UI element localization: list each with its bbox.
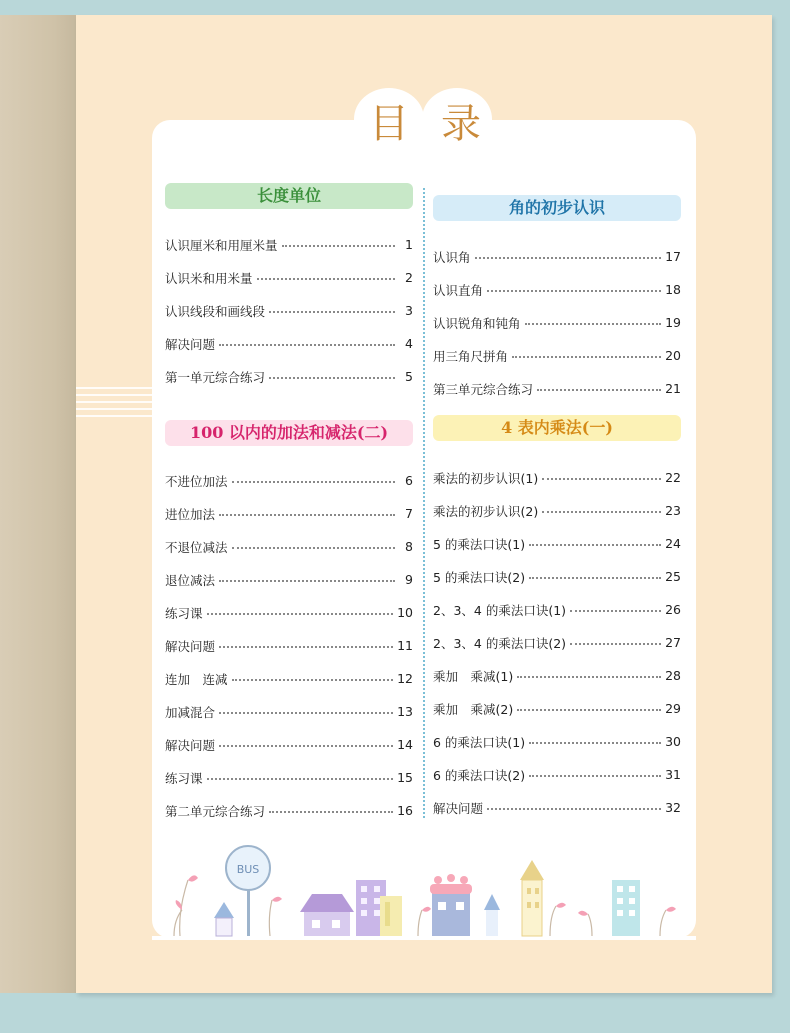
- toc-leader-dots: [232, 546, 395, 549]
- house-icon: [214, 902, 234, 936]
- toc-entry-label: 第三单元综合练习: [433, 381, 534, 397]
- toc-entry-page: 24: [665, 536, 681, 551]
- toc-leader-dots: [529, 576, 661, 579]
- toc-leader-dots: [219, 513, 395, 516]
- toc-entry[interactable]: [433, 659, 681, 692]
- toc-entry-page: 26: [665, 602, 681, 617]
- section-list-add-subtract: [165, 464, 413, 827]
- toc-entry[interactable]: [165, 530, 413, 563]
- toc-entry-page: 8: [405, 539, 413, 554]
- toc-leader-dots: [517, 708, 661, 711]
- toc-leader-dots: [487, 289, 661, 292]
- toc-leader-dots: [219, 744, 393, 747]
- toc-entry-label: 认识线段和画线段: [165, 303, 266, 319]
- toc-entry-label: 解决问题: [165, 737, 216, 753]
- toc-entry-page: 4: [405, 336, 413, 351]
- section-list-angles: [433, 240, 681, 405]
- toc-entry[interactable]: [165, 794, 413, 827]
- book-spine: [0, 15, 78, 993]
- toc-entry-page: 7: [405, 506, 413, 521]
- house-icon: [484, 894, 500, 936]
- toc-entry-label: 认识米和用米量: [165, 270, 253, 286]
- ground-strip: [152, 936, 696, 940]
- toc-entry-label: 退位减法: [165, 572, 216, 588]
- toc-entry-page: 9: [405, 572, 413, 587]
- toc-entry[interactable]: [165, 294, 413, 327]
- toc-entry-label: 认识直角: [433, 282, 484, 298]
- toc-entry-label: 2、3、4 的乘法口诀(2): [433, 635, 567, 651]
- toc-entry[interactable]: [165, 728, 413, 761]
- bus-sign-text: BUS: [236, 863, 260, 876]
- toc-entry-label: 第二单元综合练习: [165, 803, 266, 819]
- toc-entry-page: 12: [397, 671, 413, 686]
- toc-entry-label: 5 的乘法口诀(1): [433, 536, 526, 552]
- toc-entry[interactable]: [165, 563, 413, 596]
- building-icon: [612, 880, 640, 936]
- toc-entry-page: 21: [665, 381, 681, 396]
- toc-entry-label: 乘法的初步认识(1): [433, 470, 539, 486]
- toc-entry[interactable]: [165, 497, 413, 530]
- toc-leader-dots: [232, 678, 394, 681]
- toc-entry-page: 6: [405, 473, 413, 488]
- toc-entry-page: 29: [665, 701, 681, 716]
- toc-leader-dots: [542, 510, 661, 513]
- toc-entry-page: 13: [397, 704, 413, 719]
- toc-entry-label: 第一单元综合练习: [165, 369, 266, 385]
- town-illustration: [152, 840, 696, 940]
- toc-leader-dots: [475, 256, 662, 259]
- toc-entry-page: 1: [405, 237, 413, 252]
- toc-leader-dots: [487, 807, 661, 810]
- toc-entry-label: 乘加 乘减(1): [433, 668, 514, 684]
- toc-entry-label: 5 的乘法口诀(2): [433, 569, 526, 585]
- section-heading-add-subtract: 100 以内的加法和减法(二): [165, 420, 413, 446]
- toc-entry[interactable]: [433, 791, 681, 824]
- toc-entry-label: 认识锐角和钝角: [433, 315, 521, 331]
- toc-leader-dots: [517, 675, 661, 678]
- toc-leader-dots: [542, 477, 661, 480]
- toc-entry[interactable]: [433, 339, 681, 372]
- toc-entry-label: 2、3、4 的乘法口诀(1): [433, 602, 567, 618]
- toc-entry-label: 认识厘米和用厘米量: [165, 237, 278, 253]
- toc-entry[interactable]: [433, 527, 681, 560]
- toc-entry-page: 30: [665, 734, 681, 749]
- toc-entry-page: 19: [665, 315, 681, 330]
- toc-entry[interactable]: [433, 306, 681, 339]
- toc-entry[interactable]: [433, 240, 681, 273]
- toc-leader-dots: [219, 645, 393, 648]
- section-heading-multiplication: 4 表内乘法(一): [433, 415, 681, 441]
- toc-entry-page: 10: [397, 605, 413, 620]
- toc-leader-dots: [529, 741, 661, 744]
- toc-entry[interactable]: [433, 593, 681, 626]
- toc-leader-dots: [219, 579, 395, 582]
- tower-icon: [520, 860, 544, 936]
- toc-entry-page: 11: [397, 638, 413, 653]
- building-icon: [430, 874, 472, 936]
- toc-leader-dots: [512, 355, 661, 358]
- toc-leader-dots: [269, 810, 393, 813]
- toc-entry-page: 2: [405, 270, 413, 285]
- toc-leader-dots: [269, 310, 395, 313]
- column-divider: [423, 188, 425, 818]
- toc-entry[interactable]: [165, 695, 413, 728]
- toc-entry-page: 31: [665, 767, 681, 782]
- toc-leader-dots: [525, 322, 662, 325]
- house-icon: [300, 894, 354, 936]
- toc-leader-dots: [232, 480, 395, 483]
- toc-entry-label: 乘法的初步认识(2): [433, 503, 539, 519]
- toc-leader-dots: [219, 343, 395, 346]
- toc-entry-page: 20: [665, 348, 681, 363]
- toc-leader-dots: [257, 277, 395, 280]
- toc-entry[interactable]: [433, 494, 681, 527]
- toc-entry-page: 16: [397, 803, 413, 818]
- toc-entry-page: 5: [405, 369, 413, 384]
- toc-leader-dots: [219, 711, 393, 714]
- building-icon: [380, 896, 402, 936]
- toc-entry-label: 练习课: [165, 605, 203, 621]
- toc-entry-label: 解决问题: [165, 336, 216, 352]
- toc-leader-dots: [537, 388, 661, 391]
- toc-entry-label: 6 的乘法口诀(2): [433, 767, 526, 783]
- toc-leader-dots: [570, 609, 661, 612]
- toc-entry-page: 22: [665, 470, 681, 485]
- toc-entry-label: 连加 连减: [165, 671, 228, 687]
- toc-entry-label: 不退位减法: [165, 539, 228, 555]
- toc-entry[interactable]: [433, 758, 681, 791]
- toc-entry[interactable]: [165, 629, 413, 662]
- toc-entry[interactable]: [165, 261, 413, 294]
- page-title-char-1: 目: [369, 101, 409, 147]
- toc-entry[interactable]: [433, 692, 681, 725]
- toc-entry-page: 23: [665, 503, 681, 518]
- section-heading-angles: 角的初步认识: [433, 195, 681, 221]
- toc-entry-label: 用三角尺拼角: [433, 348, 509, 364]
- toc-leader-dots: [529, 543, 661, 546]
- toc-entry-page: 3: [405, 303, 413, 318]
- toc-entry[interactable]: [433, 461, 681, 494]
- toc-entry-label: 认识角: [433, 249, 471, 265]
- section-heading-length-units: 长度单位: [165, 183, 413, 209]
- toc-entry-label: 进位加法: [165, 506, 216, 522]
- toc-entry[interactable]: [165, 662, 413, 695]
- toc-entry-page: 15: [397, 770, 413, 785]
- toc-entry[interactable]: [433, 725, 681, 758]
- section-list-multiplication: [433, 461, 681, 824]
- toc-entry-label: 乘加 乘减(2): [433, 701, 514, 717]
- toc-entry-label: 不进位加法: [165, 473, 228, 489]
- toc-entry[interactable]: [165, 464, 413, 497]
- toc-leader-dots: [529, 774, 661, 777]
- toc-leader-dots: [207, 612, 394, 615]
- toc-entry-label: 解决问题: [433, 800, 484, 816]
- toc-entry-label: 6 的乘法口诀(1): [433, 734, 526, 750]
- toc-entry-page: 28: [665, 668, 681, 683]
- page-title-char-2: 录: [441, 101, 481, 147]
- section-list-length-units: [165, 228, 413, 393]
- toc-entry[interactable]: [165, 761, 413, 794]
- toc-entry[interactable]: [433, 626, 681, 659]
- toc-leader-dots: [269, 376, 395, 379]
- toc-entry-page: 32: [665, 800, 681, 815]
- toc-entry[interactable]: [433, 560, 681, 593]
- toc-entry-label: 解决问题: [165, 638, 216, 654]
- bus-stop-sign-icon: [226, 846, 270, 936]
- toc-leader-dots: [282, 244, 395, 247]
- toc-entry[interactable]: [165, 596, 413, 629]
- toc-entry[interactable]: [165, 228, 413, 261]
- toc-entry-page: 14: [397, 737, 413, 752]
- toc-entry[interactable]: [165, 327, 413, 360]
- toc-entry-page: 25: [665, 569, 681, 584]
- toc-entry[interactable]: [433, 273, 681, 306]
- toc-entry-page: 18: [665, 282, 681, 297]
- toc-entry[interactable]: [433, 372, 681, 405]
- toc-entry-label: 加减混合: [165, 704, 216, 720]
- toc-entry-label: 练习课: [165, 770, 203, 786]
- toc-entry[interactable]: [165, 360, 413, 393]
- toc-entry-page: 27: [665, 635, 681, 650]
- toc-leader-dots: [207, 777, 394, 780]
- toc-entry-page: 17: [665, 249, 681, 264]
- toc-leader-dots: [570, 642, 661, 645]
